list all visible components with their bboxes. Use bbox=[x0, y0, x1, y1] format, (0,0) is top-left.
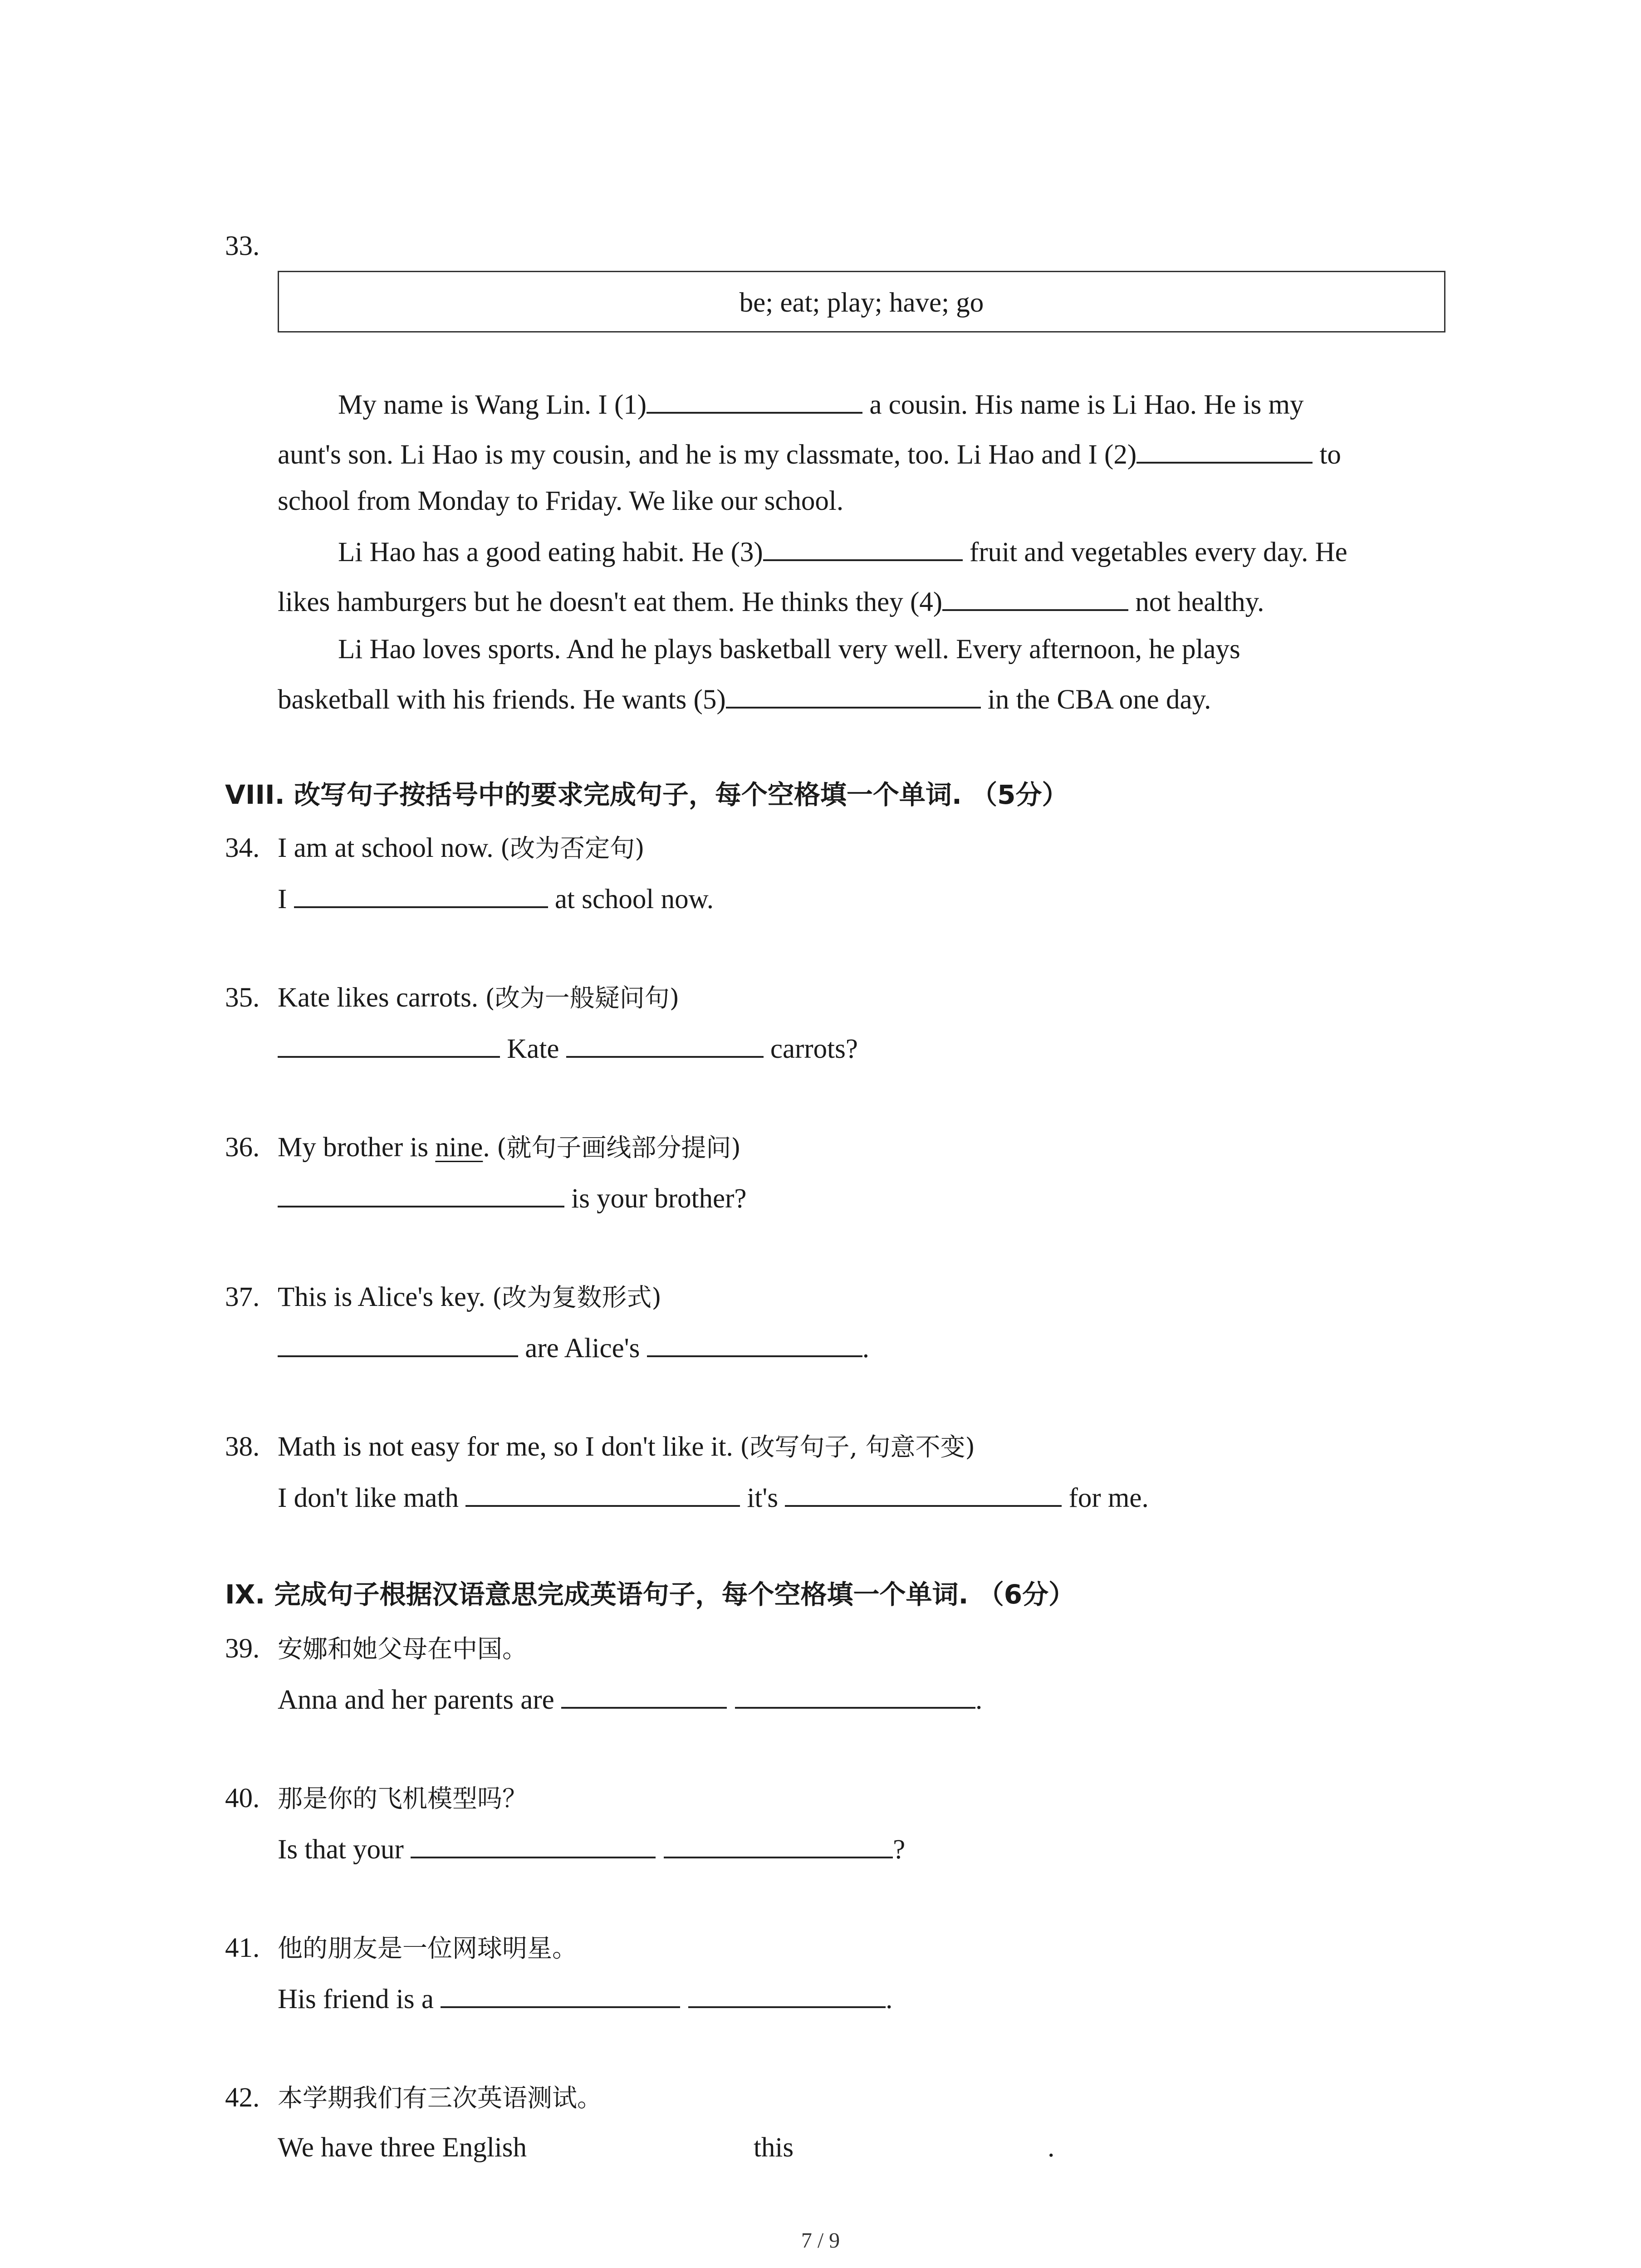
instruction-text: (改为否定句) bbox=[500, 834, 645, 863]
answer-blank[interactable] bbox=[278, 1179, 564, 1207]
underlined-word: nine bbox=[435, 1132, 483, 1163]
prompt-text: I am at school now. bbox=[278, 833, 500, 863]
passage-text: not healthy. bbox=[1128, 587, 1264, 617]
passage-text: basketball with his friends. He wants (5) bbox=[278, 684, 726, 715]
blank-5[interactable] bbox=[726, 680, 981, 709]
answer-blank[interactable] bbox=[785, 1479, 1062, 1507]
question-41-chinese: 他的朋友是一位网球明星。 bbox=[278, 1934, 578, 1963]
passage-text: to bbox=[1313, 440, 1341, 470]
answer-text: . bbox=[975, 1685, 983, 1715]
prompt-text: My brother is bbox=[278, 1132, 436, 1163]
question-36-number: 36. bbox=[225, 1132, 260, 1163]
question-42-chinese: 本学期我们有三次英语测试。 bbox=[278, 2083, 603, 2112]
passage-text: a cousin. His name is Li Hao. He is my bbox=[862, 390, 1304, 420]
answer-text: . bbox=[1048, 2132, 1055, 2163]
answer-text: Is that your bbox=[278, 1834, 411, 1865]
answer-text: this bbox=[753, 2132, 794, 2163]
instruction-text: (改写句子, 句意不变) bbox=[740, 1432, 975, 1461]
passage-text: in the CBA one day. bbox=[980, 684, 1211, 715]
question-33-number: 33. bbox=[225, 231, 260, 261]
answer-blank[interactable] bbox=[278, 1329, 518, 1357]
question-35-number: 35. bbox=[225, 982, 260, 1013]
question-37-answer-line bbox=[278, 1329, 869, 1367]
blank-3[interactable] bbox=[763, 533, 963, 561]
question-35-prompt bbox=[278, 980, 679, 1016]
blank-1[interactable] bbox=[647, 386, 862, 414]
passage-text: likes hamburgers but he doesn't eat them. He thinks they (4) bbox=[278, 587, 943, 617]
answer-text: carrots? bbox=[763, 1034, 858, 1064]
passage-line bbox=[278, 583, 1264, 621]
answer-text: . bbox=[886, 1984, 893, 2014]
answer-blank[interactable] bbox=[561, 1681, 727, 1709]
passage-text: My name is Wang Lin. I (1) bbox=[338, 390, 647, 420]
answer-text: We have three English bbox=[278, 2132, 527, 2163]
answer-text: ? bbox=[893, 1834, 906, 1865]
question-37-number: 37. bbox=[225, 1282, 260, 1312]
question-41-answer-line bbox=[278, 1980, 892, 2018]
question-41-number: 41. bbox=[225, 1933, 260, 1963]
answer-blank[interactable] bbox=[294, 880, 548, 908]
answer-blank[interactable] bbox=[411, 1830, 656, 1858]
answer-blank[interactable] bbox=[527, 2130, 754, 2156]
passage-text: fruit and vegetables every day. He bbox=[962, 537, 1347, 567]
question-38-prompt bbox=[278, 1429, 975, 1465]
question-39-number: 39. bbox=[225, 1633, 260, 1664]
answer-text: Kate bbox=[500, 1034, 566, 1064]
blank-2[interactable] bbox=[1136, 435, 1313, 464]
answer-blank[interactable] bbox=[735, 1681, 975, 1709]
section-9-heading: IX. 完成句子根据汉语意思完成英语句子，每个空格填一个单词. （6分） bbox=[225, 1579, 1075, 1610]
answer-blank[interactable] bbox=[664, 1830, 893, 1858]
instruction-text: (改为一般疑问句) bbox=[485, 983, 680, 1012]
answer-text: are Alice's bbox=[518, 1333, 647, 1364]
answer-text: is your brother? bbox=[564, 1183, 747, 1214]
instruction-text: (就句子画线部分提问) bbox=[496, 1133, 741, 1162]
question-34-prompt bbox=[278, 830, 645, 866]
answer-text: I don't like math bbox=[278, 1483, 466, 1513]
answer-text: Anna and her parents are bbox=[278, 1685, 561, 1715]
answer-blank[interactable] bbox=[441, 1980, 680, 2008]
passage-text: aunt's son. Li Hao is my cousin, and he is my classmate, too. Li Hao and I (2) bbox=[278, 440, 1137, 470]
blank-4[interactable] bbox=[942, 583, 1128, 611]
answer-blank[interactable] bbox=[465, 1479, 740, 1507]
question-42-answer-line bbox=[278, 2130, 1054, 2166]
prompt-text: This is Alice's key. bbox=[278, 1282, 492, 1312]
prompt-text: . bbox=[483, 1132, 497, 1163]
question-36-answer-line bbox=[278, 1179, 746, 1217]
instruction-text: (改为复数形式) bbox=[492, 1283, 661, 1312]
passage-line: Li Hao loves sports. And he plays basketball very well. Every afternoon, he plays bbox=[338, 634, 1240, 665]
answer-text: at school now. bbox=[548, 884, 714, 914]
passage-line bbox=[338, 533, 1347, 571]
prompt-text: Kate likes carrots. bbox=[278, 982, 485, 1013]
page-number: 7 / 9 bbox=[801, 2229, 840, 2253]
passage-line: school from Monday to Friday. We like our school. bbox=[278, 486, 844, 516]
word-bank-box: be; eat; play; have; go bbox=[278, 271, 1445, 332]
section-8-heading: VIII. 改写句子按括号中的要求完成句子，每个空格填一个单词. （5分） bbox=[225, 779, 1068, 810]
question-40-answer-line bbox=[278, 1830, 905, 1868]
question-37-prompt bbox=[278, 1279, 661, 1315]
answer-blank[interactable] bbox=[688, 1980, 886, 2008]
question-34-number: 34. bbox=[225, 833, 260, 863]
answer-text: . bbox=[862, 1333, 869, 1364]
answer-blank[interactable] bbox=[794, 2130, 1048, 2156]
passage-line bbox=[338, 386, 1304, 423]
passage-text: Li Hao has a good eating habit. He (3) bbox=[338, 537, 763, 567]
question-39-chinese: 安娜和她父母在中国。 bbox=[278, 1634, 528, 1663]
answer-blank[interactable] bbox=[566, 1030, 764, 1058]
passage-line bbox=[278, 435, 1341, 473]
answer-blank[interactable] bbox=[278, 1030, 500, 1058]
prompt-text: Math is not easy for me, so I don't like it. bbox=[278, 1432, 740, 1462]
question-42-number: 42. bbox=[225, 2082, 260, 2113]
question-39-answer-line bbox=[278, 1681, 982, 1718]
question-36-prompt bbox=[278, 1129, 741, 1166]
question-38-answer-line bbox=[278, 1479, 1149, 1516]
passage-line bbox=[278, 680, 1211, 718]
answer-blank[interactable] bbox=[647, 1329, 862, 1357]
answer-text: it's bbox=[740, 1483, 785, 1513]
question-40-chinese: 那是你的飞机模型吗？ bbox=[278, 1784, 528, 1813]
answer-text: I bbox=[278, 884, 294, 914]
answer-text: His friend is a bbox=[278, 1984, 441, 2014]
question-34-answer-line bbox=[278, 880, 714, 918]
question-35-answer-line bbox=[278, 1030, 858, 1067]
question-40-number: 40. bbox=[225, 1783, 260, 1813]
question-38-number: 38. bbox=[225, 1432, 260, 1462]
answer-text: for me. bbox=[1062, 1483, 1149, 1513]
